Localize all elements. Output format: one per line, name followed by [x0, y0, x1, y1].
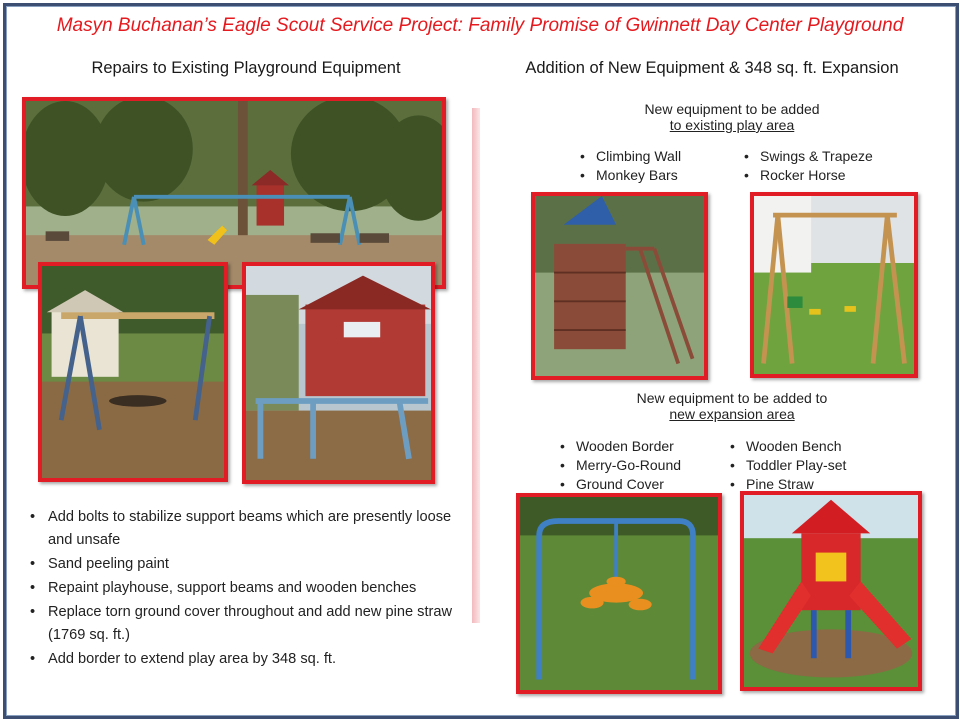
list-item: • Pine Straw	[730, 475, 900, 494]
center-divider	[472, 108, 480, 623]
existing-list-col2	[744, 147, 904, 185]
task-item: • Add bolts to stabilize support beams which are presently loose and unsafe	[28, 506, 458, 552]
task-item: • Repaint playhouse, support beams and wooden benches	[28, 577, 458, 600]
expansion-list-col2	[730, 437, 900, 494]
expansion-area-caption	[560, 390, 904, 422]
list-item: • Toddler Play-set	[730, 456, 900, 475]
list-item: • Wooden Border	[560, 437, 720, 456]
expansion-caption-line1: New equipment to be added to	[636, 390, 828, 406]
expansion-list-col1	[560, 437, 720, 494]
photo-merry-go-round	[516, 493, 722, 694]
photo-swing-frame	[38, 262, 228, 482]
list-item: • Rocker Horse	[744, 166, 904, 185]
left-heading: Repairs to Existing Playground Equipment	[91, 59, 401, 77]
photo-playhouse	[242, 262, 435, 484]
list-item: • Monkey Bars	[580, 166, 730, 185]
right-heading: Addition of New Equipment & 348 sq. ft. Expansion	[525, 59, 899, 77]
task-item: • Sand peeling paint	[28, 553, 458, 576]
task-item: • Replace torn ground cover throughout and add new pine straw (1769 sq. ft.)	[28, 601, 458, 647]
existing-list-col1	[580, 147, 730, 185]
photo-existing-playground	[22, 97, 446, 289]
list-item: • Climbing Wall	[580, 147, 730, 166]
list-item: • Swings & Trapeze	[744, 147, 904, 166]
list-item: • Merry-Go-Round	[560, 456, 720, 475]
expansion-caption-line2: new expansion area	[669, 406, 795, 422]
photo-climbing-wall	[531, 192, 708, 380]
page-title: Masyn Buchanan’s Eagle Scout Service Project: Family Promise of Gwinnett Day Center Playground	[56, 15, 904, 36]
existing-caption-line1: New equipment to be added	[644, 101, 820, 117]
existing-caption-line2: to existing play area	[669, 117, 795, 133]
list-item: • Ground Cover	[560, 475, 720, 494]
photo-swing-set	[750, 192, 918, 378]
photo-toddler-playset	[740, 491, 922, 691]
task-item: • Add border to extend play area by 348 sq. ft.	[28, 648, 458, 671]
list-item: • Wooden Bench	[730, 437, 900, 456]
existing-area-caption	[560, 101, 904, 133]
repair-task-list	[28, 506, 458, 672]
